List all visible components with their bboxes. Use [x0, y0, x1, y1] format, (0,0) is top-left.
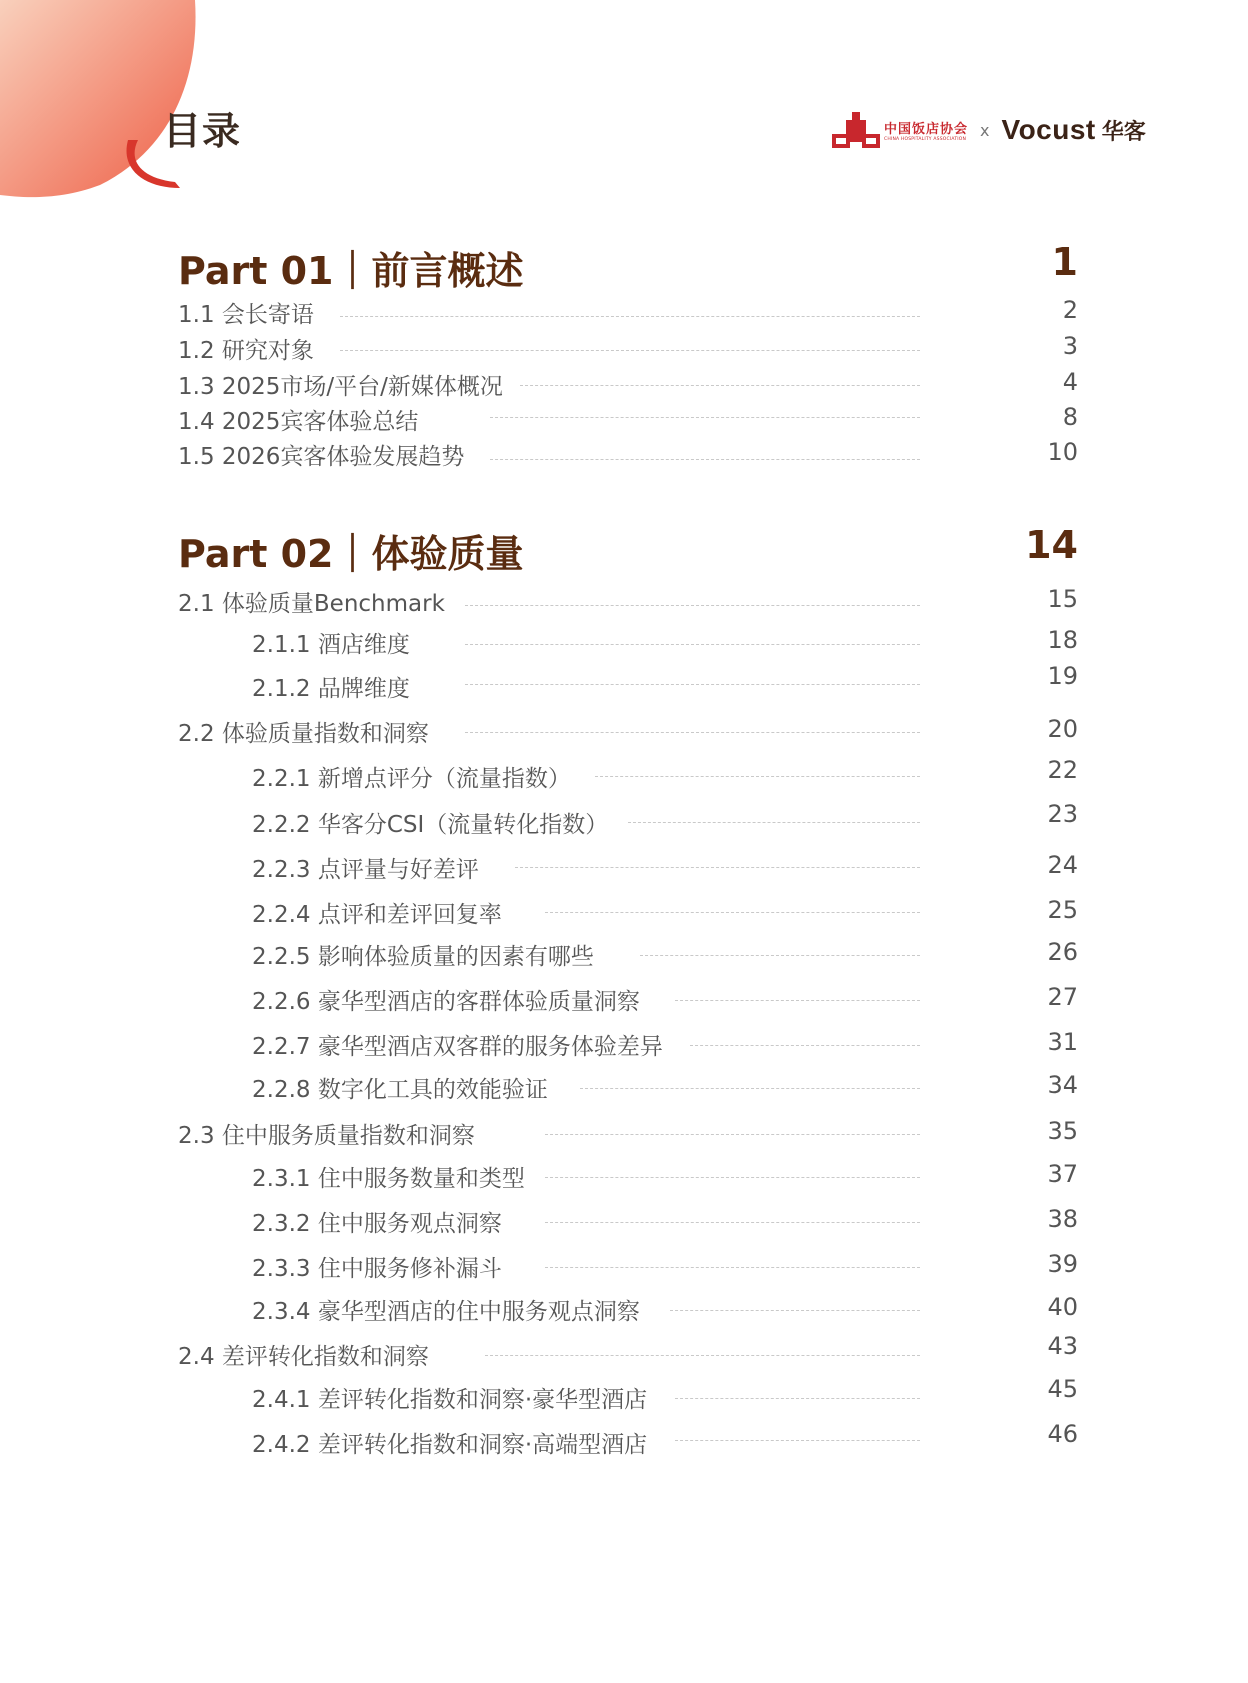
- dot-leader: [465, 684, 920, 685]
- dot-leader: [465, 605, 920, 606]
- dot-leader: [545, 1267, 920, 1268]
- page-title: 目录: [163, 109, 242, 153]
- entry-page-number: 39: [1047, 1250, 1078, 1278]
- toc-entry[interactable]: [0, 438, 1248, 478]
- entry-label: 2.4.2 差评转化指数和洞察·高端型酒店: [252, 1432, 648, 1458]
- dot-leader: [675, 1440, 920, 1441]
- entry-page-number: 46: [1047, 1420, 1078, 1448]
- entry-page-number: 25: [1047, 896, 1078, 924]
- entry-label: 2.3.4 豪华型酒店的住中服务观点洞察: [252, 1299, 640, 1325]
- entry-page-number: 27: [1047, 983, 1078, 1011]
- toc-entry[interactable]: [0, 296, 1248, 336]
- toc-entry[interactable]: [0, 403, 1248, 443]
- part-title: Part 02｜体验质量: [178, 532, 524, 576]
- dot-leader: [580, 1088, 920, 1089]
- toc-entry[interactable]: [0, 1250, 1248, 1290]
- dot-leader: [628, 822, 920, 823]
- entry-label: 2.4 差评转化指数和洞察: [178, 1344, 429, 1370]
- cha-logo-en: CHINA HOSPITALITY ASSOCIATION: [884, 137, 967, 142]
- toc-entry[interactable]: [0, 1205, 1248, 1245]
- entry-page-number: 38: [1047, 1205, 1078, 1233]
- toc-entry[interactable]: [0, 851, 1248, 891]
- entry-label: 2.1 体验质量Benchmark: [178, 591, 445, 617]
- entry-page-number: 26: [1047, 938, 1078, 966]
- entry-page-number: 2: [1062, 296, 1078, 324]
- dot-leader: [515, 867, 920, 868]
- part-title: Part 01｜前言概述: [178, 249, 524, 293]
- dot-leader: [485, 1355, 920, 1356]
- entry-page-number: 18: [1047, 626, 1078, 654]
- entry-label: 2.3.3 住中服务修补漏斗: [252, 1256, 502, 1282]
- entry-label: 2.2.6 豪华型酒店的客群体验质量洞察: [252, 989, 640, 1015]
- toc-entry[interactable]: [0, 1375, 1248, 1421]
- cha-logo-cn: 中国饭店协会: [884, 122, 969, 137]
- toc-entry[interactable]: [0, 896, 1248, 936]
- entry-label: 1.5 2026宾客体验发展趋势: [178, 444, 465, 470]
- entry-page-number: 45: [1047, 1375, 1078, 1403]
- toc-entry[interactable]: [0, 332, 1248, 372]
- entry-label: 2.2.7 豪华型酒店双客群的服务体验差异: [252, 1034, 663, 1060]
- entry-label: 2.3 住中服务质量指数和洞察: [178, 1123, 475, 1149]
- toc-entry[interactable]: [0, 1028, 1248, 1068]
- entry-label: 2.3.1 住中服务数量和类型: [252, 1166, 525, 1192]
- entry-page-number: 19: [1047, 662, 1078, 690]
- entry-page-number: 37: [1047, 1160, 1078, 1188]
- entry-label: 2.2.1 新增点评分（流量指数）: [252, 766, 571, 792]
- dot-leader: [690, 1045, 920, 1046]
- entry-label: 1.2 研究对象: [178, 338, 314, 364]
- entry-page-number: 4: [1062, 368, 1078, 396]
- dot-leader: [595, 776, 920, 777]
- dot-leader: [545, 912, 920, 913]
- toc-entry[interactable]: [0, 585, 1248, 625]
- toc-entry[interactable]: [0, 800, 1248, 846]
- entry-label: 1.3 2025市场/平台/新媒体概况: [178, 374, 503, 400]
- entry-label: 2.3.2 住中服务观点洞察: [252, 1211, 502, 1237]
- entry-page-number: 3: [1062, 332, 1078, 360]
- toc-entry[interactable]: [0, 368, 1248, 408]
- entry-page-number: 35: [1047, 1117, 1078, 1145]
- part-page-number: 1: [1051, 240, 1078, 284]
- dot-leader: [340, 316, 920, 317]
- entry-label: 2.2.2 华客分CSI（流量转化指数）: [252, 812, 609, 838]
- dot-leader: [670, 1310, 920, 1311]
- dot-leader: [545, 1177, 920, 1178]
- entry-page-number: 34: [1047, 1071, 1078, 1099]
- toc-entry[interactable]: [0, 938, 1248, 978]
- entry-label: 2.2.8 数字化工具的效能验证: [252, 1077, 548, 1103]
- entry-page-number: 43: [1047, 1332, 1078, 1360]
- toc-entry[interactable]: [0, 983, 1248, 1023]
- toc-entry[interactable]: [0, 1332, 1248, 1378]
- cha-logo-icon: [832, 110, 880, 150]
- dot-leader: [490, 459, 920, 460]
- dot-leader: [490, 417, 920, 418]
- dot-leader: [520, 385, 920, 386]
- entry-label: 2.2.5 影响体验质量的因素有哪些: [252, 944, 594, 970]
- dot-leader: [465, 644, 920, 645]
- dot-leader: [545, 1222, 920, 1223]
- toc-entry[interactable]: [0, 1160, 1248, 1200]
- toc-entry[interactable]: [0, 715, 1248, 755]
- entry-page-number: 24: [1047, 851, 1078, 879]
- vocust-logo: Vocust: [1001, 114, 1096, 145]
- entry-page-number: 40: [1047, 1293, 1078, 1321]
- part-page-number: 14: [1025, 523, 1078, 567]
- entry-page-number: 15: [1047, 585, 1078, 613]
- toc-entry[interactable]: [0, 1117, 1248, 1157]
- entry-label: 2.4.1 差评转化指数和洞察·豪华型酒店: [252, 1387, 648, 1413]
- dot-leader: [545, 1134, 920, 1135]
- dot-leader: [640, 955, 920, 956]
- entry-page-number: 20: [1047, 715, 1078, 743]
- entry-page-number: 23: [1047, 800, 1078, 828]
- logo-group: [832, 108, 1146, 152]
- logo-separator: x: [980, 120, 990, 140]
- toc-entry[interactable]: [0, 1071, 1248, 1111]
- entry-label: 1.4 2025宾客体验总结: [178, 409, 419, 435]
- dot-leader: [675, 1398, 920, 1399]
- entry-label: 2.2 体验质量指数和洞察: [178, 721, 429, 747]
- toc-entry[interactable]: [0, 626, 1248, 666]
- dot-leader: [675, 1000, 920, 1001]
- entry-label: 2.2.3 点评量与好差评: [252, 857, 479, 883]
- toc-entry[interactable]: [0, 756, 1248, 800]
- toc-entry[interactable]: [0, 1293, 1248, 1333]
- entry-page-number: 31: [1047, 1028, 1078, 1056]
- dot-leader: [340, 350, 920, 351]
- dot-leader: [465, 732, 920, 733]
- entry-label: 2.2.4 点评和差评回复率: [252, 902, 502, 928]
- entry-label: 2.1.1 酒店维度: [252, 632, 410, 658]
- toc-entry[interactable]: [0, 662, 1248, 710]
- entry-label: 1.1 会长寄语: [178, 302, 314, 328]
- entry-page-number: 8: [1062, 403, 1078, 431]
- entry-page-number: 22: [1047, 756, 1078, 784]
- toc-entry[interactable]: [0, 1420, 1248, 1466]
- vocust-logo-cn: 华客: [1101, 119, 1146, 145]
- entry-label: 2.1.2 品牌维度: [252, 676, 410, 702]
- entry-page-number: 10: [1047, 438, 1078, 466]
